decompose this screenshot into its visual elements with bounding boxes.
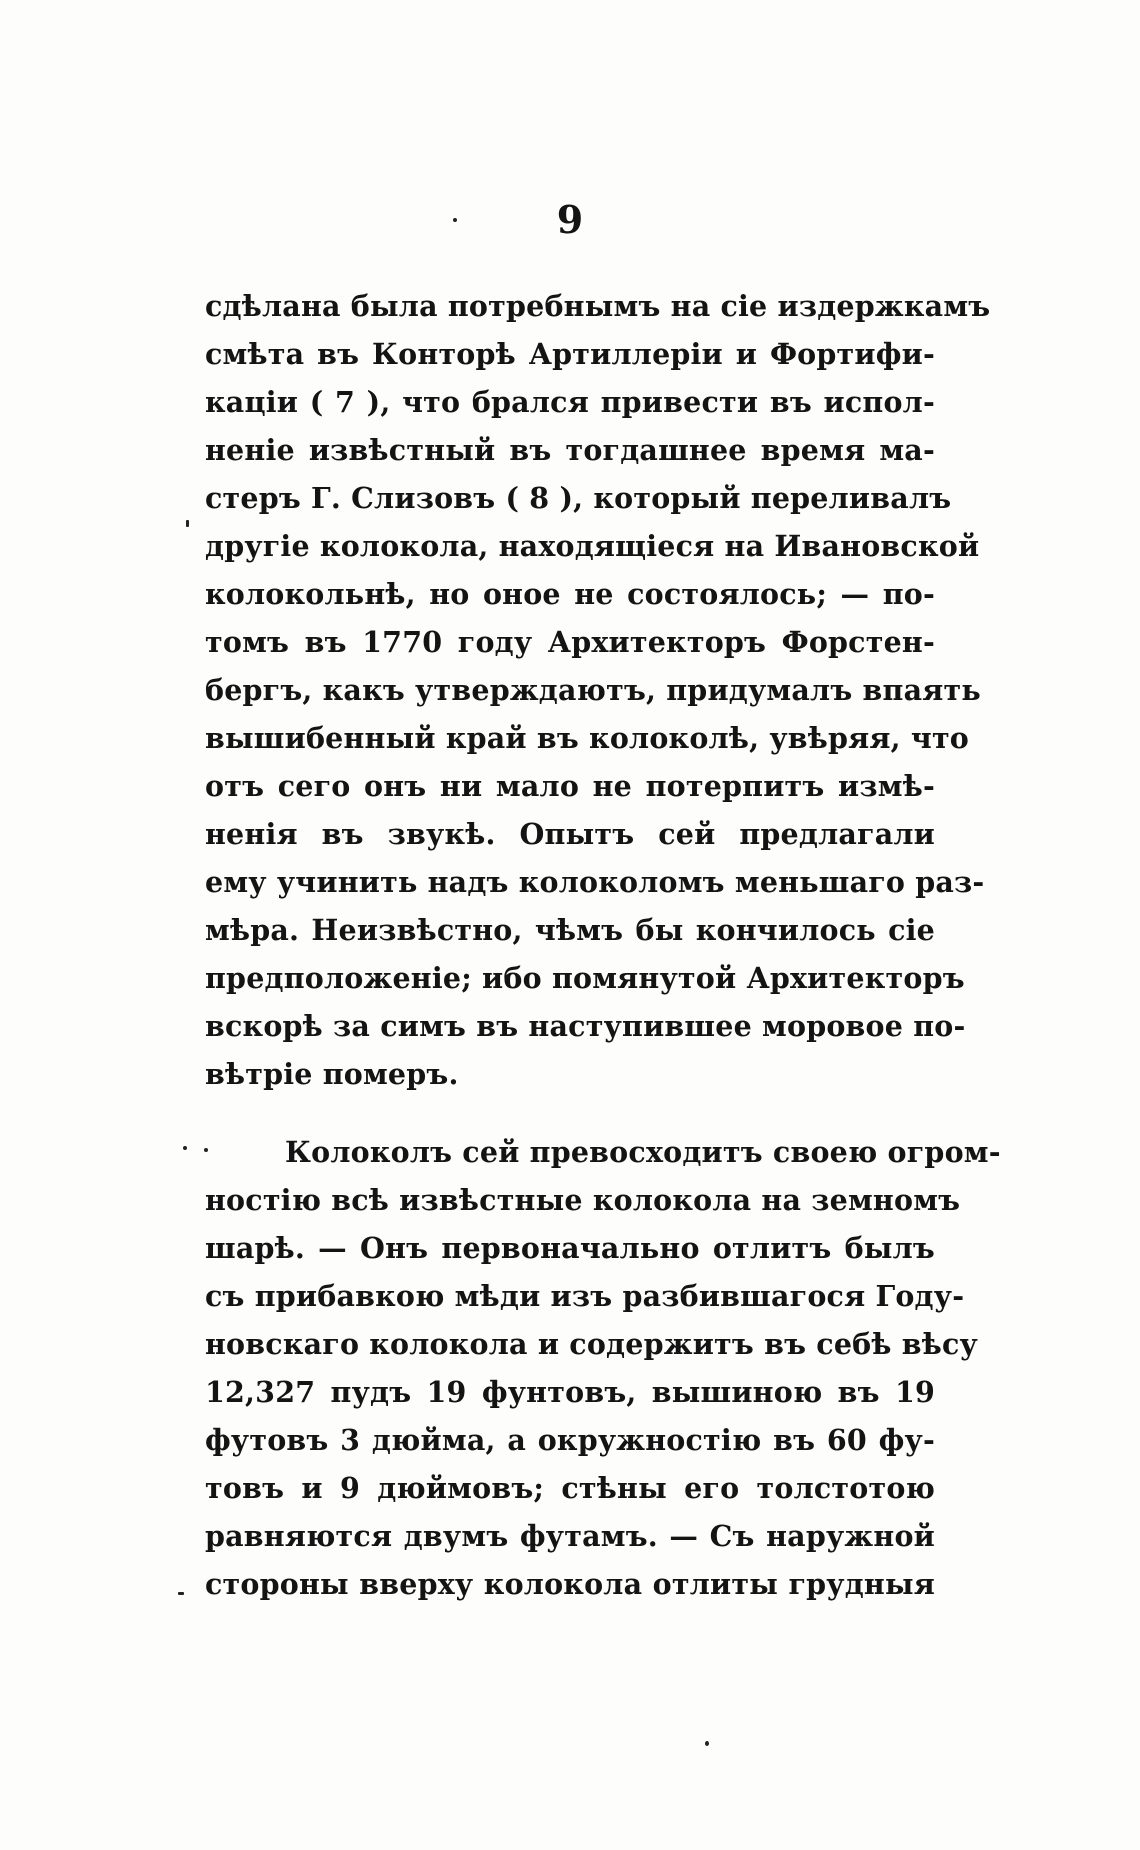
text-line: другіе колокола, находящіеся на Ивановской [205, 529, 980, 563]
text-line: стеръ Г. Слизовъ ( 8 ), который переливалъ [205, 481, 952, 515]
text-line: смѣта въ Конторѣ Артиллеріи и Фортифи- [205, 337, 935, 371]
text-line: предположеніе; ибо помянутой Архитекторъ [205, 961, 965, 995]
text-line: футовъ 3 дюйма, а окружностію въ 60 фу- [205, 1423, 935, 1457]
text-line: ему учинить надъ колоколомъ меньшаго раз- [205, 865, 985, 899]
text-line: ненія въ звукѣ. Опытъ сей предлагали [205, 817, 935, 851]
text-line: ностію всѣ извѣстные колокола на земномъ [205, 1183, 961, 1217]
text-line: шарѣ. — Онъ первоначально отлитъ былъ [205, 1231, 935, 1265]
text-line: съ прибавкою мѣди изъ разбившагося Году- [205, 1279, 965, 1313]
text-line: неніе извѣстный въ тогдашнее время ма- [205, 433, 935, 467]
text-line: новскаго колокола и содержитъ въ себѣ вѣсу [205, 1327, 978, 1361]
text-line: томъ въ 1770 году Архитекторъ Форстен- [205, 625, 935, 659]
text-line: вышибенный край въ колоколѣ, увѣряя, что [205, 721, 970, 755]
print-speck [178, 1592, 184, 1595]
text-line: товъ и 9 дюймовъ; стѣны его толстотою [205, 1471, 935, 1505]
print-speck [453, 218, 457, 222]
print-speck [204, 1148, 208, 1152]
text-line: Колоколъ сей превосходитъ своею огром- [285, 1135, 1001, 1169]
text-line: каціи ( 7 ), что брался привести въ испол- [205, 385, 935, 419]
page-number: 9 [556, 197, 584, 242]
print-speck [183, 1146, 187, 1150]
print-speck [705, 1741, 709, 1746]
text-line: колокольнѣ, но оное не состоялось; — по- [205, 577, 935, 611]
print-speck [186, 520, 189, 527]
text-line: равняются двумъ футамъ. — Съ наружной [205, 1519, 935, 1553]
text-line: стороны вверху колокола отлиты грудныя [205, 1567, 935, 1601]
text-line: отъ сего онъ ни мало не потерпитъ измѣ- [205, 769, 935, 803]
text-line: мѣра. Неизвѣстно, чѣмъ бы кончилось сіе [205, 913, 935, 947]
paragraph-2 [205, 1128, 1001, 1608]
paragraph-1 [205, 282, 991, 1098]
text-line: вѣтріе померъ. [205, 1057, 459, 1091]
text-line: вскорѣ за симъ въ наступившее моровое по- [205, 1009, 966, 1043]
text-line: бергъ, какъ утверждаютъ, придумалъ впаять [205, 673, 981, 707]
text-line: 12,327 пудъ 19 фунтовъ, вышиною въ 19 [205, 1375, 935, 1409]
text-line: сдѣлана была потребнымъ на сіе издержкамъ [205, 289, 991, 323]
